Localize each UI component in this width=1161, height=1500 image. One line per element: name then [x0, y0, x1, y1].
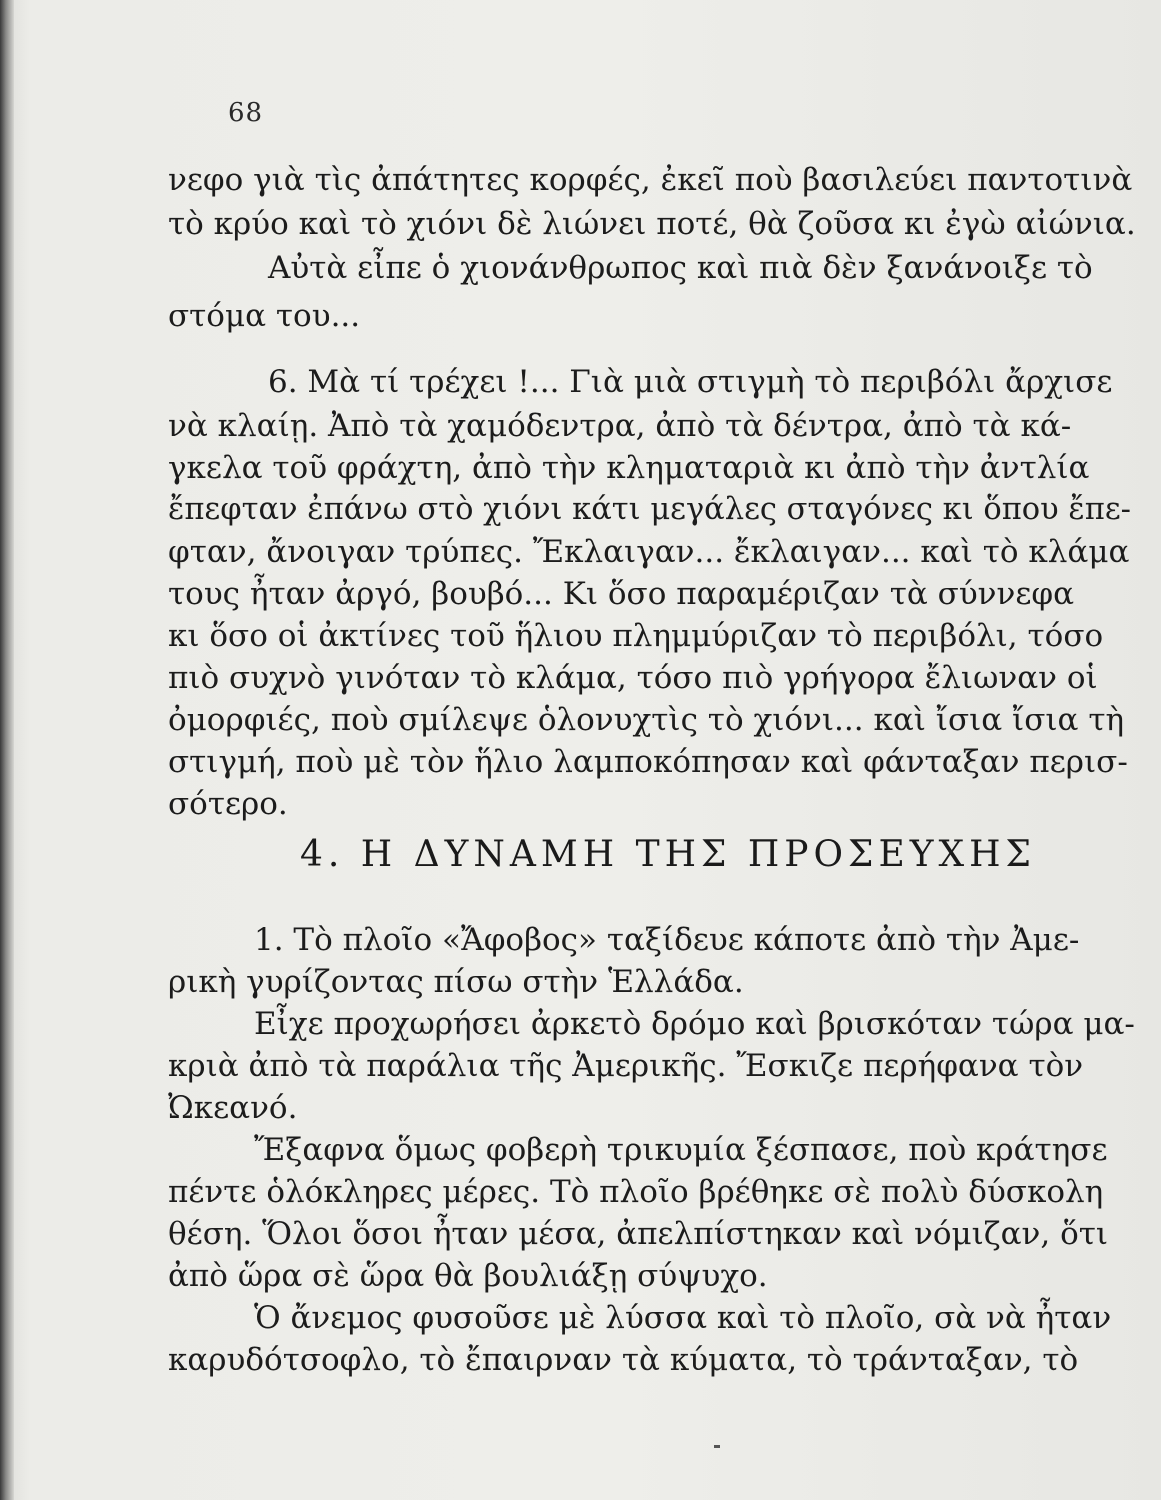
- text-line: ἀπὸ ὥρα σὲ ὥρα θὰ βουλιάξῃ σύψυχο.: [168, 1258, 768, 1294]
- text-line: πέντε ὁλόκληρες μέρες. Τὸ πλοῖο βρέθηκε σὲ πολὺ δύσκολη: [168, 1174, 1104, 1210]
- text-line: πιὸ συχνὸ γινόταν τὸ κλάμα, τόσο πιὸ γρήγορα ἔλιωναν οἱ: [168, 660, 1098, 696]
- text-line: Ὠκεανό.: [168, 1090, 298, 1126]
- text-line: στόμα του...: [168, 298, 361, 334]
- text-line: Εἶχε προχωρήσει ἀρκετὸ δρόμο καὶ βρισκόταν τώρα μα-: [254, 1006, 1135, 1042]
- text-line: κι ὅσο οἱ ἀκτίνες τοῦ ἥλιου πλημμύριζαν τὸ περιβόλι, τόσο: [168, 618, 1104, 654]
- text-line: ἔπεφταν ἐπάνω στὸ χιόνι κάτι μεγάλες σταγόνες κι ὅπου ἔπε-: [168, 492, 1131, 527]
- text-line: ρικὴ γυρίζοντας πίσω στὴν Ἑλλάδα.: [168, 964, 744, 1000]
- text-line: τὸ κρύο καὶ τὸ χιόνι δὲ λιώνει ποτέ, θὰ ζοῦσα κι ἐγὼ αἰώνια.: [168, 206, 1136, 242]
- text-line: στιγμή, ποὺ μὲ τὸν ἥλιο λαμποκόπησαν καὶ φάνταξαν περισ-: [168, 744, 1128, 780]
- text-line: γκελα τοῦ φράχτη, ἀπὸ τὴν κληματαριὰ κι ἀπὸ τὴν ἀντλία: [168, 450, 1090, 486]
- text-line: φταν, ἄνοιγαν τρύπες. Ἔκλαιγαν... ἔκλαιγαν... καὶ τὸ κλάμα: [168, 534, 1130, 570]
- text-line: σότερο.: [168, 786, 288, 822]
- text-line: Ὁ ἄνεμος φυσοῦσε μὲ λύσσα καὶ τὸ πλοῖο, σὰ νὰ ἦταν: [254, 1300, 1112, 1336]
- text-line: ὀμορφιές, ποὺ σμίλεψε ὁλονυχτὶς τὸ χιόνι... καὶ ἴσια ἴσια τὴ: [168, 702, 1125, 738]
- text-line: Αὐτὰ εἶπε ὁ χιονάνθρωπος καὶ πιὰ δὲν ξανάνοιξε τὸ: [268, 250, 1093, 286]
- text-line: Ἔξαφνα ὅμως φοβερὴ τρικυμία ξέσπασε, ποὺ κράτησε: [254, 1132, 1108, 1168]
- text-line: 6. Μὰ τί τρέχει !... Γιὰ μιὰ στιγμὴ τὸ περιβόλι ἄρχισε: [268, 364, 1113, 400]
- text-line: νεφο γιὰ τὶς ἀπάτητες κορφές, ἐκεῖ ποὺ βασιλεύει παντοτινὰ: [168, 162, 1133, 198]
- section-heading: 4. Η ΔΥΝΑΜΗ ΤΗΣ ΠΡΟΣΕΥΧΗΣ: [300, 834, 1036, 875]
- binding-edge: [0, 0, 14, 1500]
- text-line: 1. Τὸ πλοῖο «Ἄφοβος» ταξίδευε κάποτε ἀπὸ τὴν Ἀμε-: [254, 922, 1080, 958]
- text-line: τους ἦταν ἀργό, βουβό... Κι ὅσο παραμέριζαν τὰ σύννεφα: [168, 576, 1075, 612]
- text-line: θέση. Ὅλοι ὅσοι ἦταν μέσα, ἀπελπίστηκαν καὶ νόμιζαν, ὅτι: [168, 1216, 1109, 1252]
- page-number: 68: [228, 98, 264, 128]
- text-line: νὰ κλαίῃ. Ἀπὸ τὰ χαμόδεντρα, ἀπὸ τὰ δέντρα, ἀπὸ τὰ κά-: [168, 408, 1072, 444]
- ink-speck: [714, 1445, 720, 1448]
- text-line: κριὰ ἀπὸ τὰ παράλια τῆς Ἀμερικῆς. Ἔσκιζε περήφανα τὸν: [168, 1048, 1084, 1084]
- text-line: καρυδότσοφλο, τὸ ἔπαιρναν τὰ κύματα, τὸ τράνταξαν, τὸ: [168, 1342, 1079, 1378]
